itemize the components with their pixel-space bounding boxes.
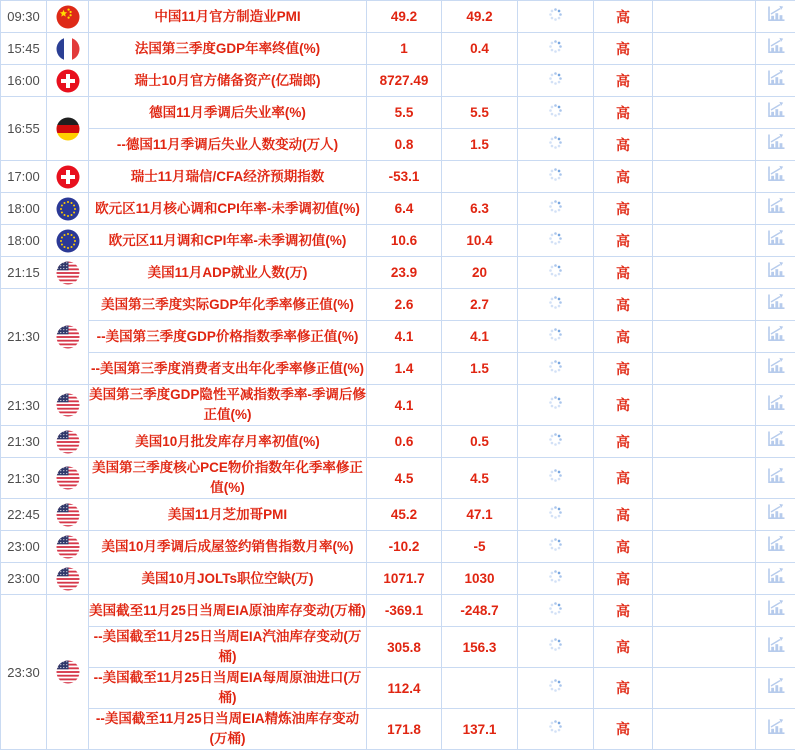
loading-spinner-icon	[548, 569, 563, 589]
chart-action-cell	[756, 33, 795, 65]
previous-value: 4.1	[367, 321, 442, 353]
previous-value: 6.4	[367, 193, 442, 225]
loading-spinner-icon	[548, 359, 563, 379]
effect-cell	[653, 1, 756, 33]
us-flag-icon	[56, 503, 80, 527]
event-time: 23:30	[1, 595, 47, 750]
event-name: --美国第三季度消费者支出年化季率修正值(%)	[89, 353, 367, 385]
importance-badge: 高	[594, 668, 653, 709]
effect-cell	[653, 627, 756, 668]
forecast-value	[442, 65, 518, 97]
event-time: 16:00	[1, 65, 47, 97]
actual-value-cell	[518, 531, 594, 563]
event-name: 美国10月批发库存月率初值(%)	[89, 426, 367, 458]
actual-value-cell	[518, 289, 594, 321]
importance-badge: 高	[594, 627, 653, 668]
importance-badge: 高	[594, 531, 653, 563]
us-flag-icon	[56, 660, 80, 684]
event-name: 瑞士10月官方储备资产(亿瑞郎)	[89, 65, 367, 97]
us-flag-icon	[56, 466, 80, 490]
chart-icon[interactable]	[765, 324, 786, 349]
actual-value-cell	[518, 225, 594, 257]
effect-cell	[653, 426, 756, 458]
loading-spinner-icon	[548, 231, 563, 251]
country-flag-cell	[47, 257, 89, 289]
actual-value-cell	[518, 97, 594, 129]
event-name: 美国10月JOLTs职位空缺(万)	[89, 563, 367, 595]
forecast-value	[442, 385, 518, 426]
country-flag-cell	[47, 531, 89, 563]
chart-icon[interactable]	[765, 635, 786, 660]
country-flag-cell	[47, 1, 89, 33]
country-flag-cell	[47, 385, 89, 426]
loading-spinner-icon	[548, 167, 563, 187]
event-name: 欧元区11月调和CPI年率-未季调初值(%)	[89, 225, 367, 257]
event-time: 23:00	[1, 563, 47, 595]
chart-action-cell	[756, 563, 795, 595]
event-name: --德国11月季调后失业人数变动(万人)	[89, 129, 367, 161]
chart-action-cell	[756, 257, 795, 289]
event-name: 欧元区11月核心调和CPI年率-未季调初值(%)	[89, 193, 367, 225]
importance-badge: 高	[594, 289, 653, 321]
chart-icon[interactable]	[765, 68, 786, 93]
chart-icon[interactable]	[765, 132, 786, 157]
effect-cell	[653, 289, 756, 321]
event-name: 中国11月官方制造业PMI	[89, 1, 367, 33]
calendar-row	[1, 321, 795, 353]
calendar-row	[1, 353, 795, 385]
chart-icon[interactable]	[765, 164, 786, 189]
actual-value-cell	[518, 65, 594, 97]
actual-value-cell	[518, 129, 594, 161]
importance-badge: 高	[594, 1, 653, 33]
event-name: 法国第三季度GDP年率终值(%)	[89, 33, 367, 65]
chart-icon[interactable]	[765, 356, 786, 381]
chart-action-cell	[756, 129, 795, 161]
forecast-value: 156.3	[442, 627, 518, 668]
chart-action-cell	[756, 321, 795, 353]
country-flag-cell	[47, 458, 89, 499]
calendar-row	[1, 385, 795, 426]
chart-action-cell	[756, 426, 795, 458]
effect-cell	[653, 33, 756, 65]
chart-action-cell	[756, 385, 795, 426]
forecast-value: 49.2	[442, 1, 518, 33]
forecast-value: 1.5	[442, 353, 518, 385]
chart-action-cell	[756, 499, 795, 531]
event-name: 美国第三季度核心PCE物价指数年化季率修正值(%)	[89, 458, 367, 499]
event-name: --美国第三季度GDP价格指数季率修正值(%)	[89, 321, 367, 353]
previous-value: 23.9	[367, 257, 442, 289]
effect-cell	[653, 668, 756, 709]
chart-icon[interactable]	[765, 534, 786, 559]
forecast-value: -5	[442, 531, 518, 563]
eu-flag-icon	[56, 229, 80, 253]
chart-action-cell	[756, 193, 795, 225]
previous-value: 0.8	[367, 129, 442, 161]
chart-icon[interactable]	[765, 466, 786, 491]
loading-spinner-icon	[548, 432, 563, 452]
event-time: 18:00	[1, 225, 47, 257]
effect-cell	[653, 97, 756, 129]
calendar-row	[1, 97, 795, 129]
china-flag-icon	[56, 5, 80, 29]
country-flag-cell	[47, 499, 89, 531]
event-time: 22:45	[1, 499, 47, 531]
calendar-row	[1, 563, 795, 595]
loading-spinner-icon	[548, 7, 563, 27]
event-name: 美国第三季度实际GDP年化季率修正值(%)	[89, 289, 367, 321]
forecast-value	[442, 668, 518, 709]
us-flag-icon	[56, 393, 80, 417]
event-time: 21:30	[1, 426, 47, 458]
previous-value: 10.6	[367, 225, 442, 257]
chart-action-cell	[756, 225, 795, 257]
chart-icon[interactable]	[765, 100, 786, 125]
effect-cell	[653, 257, 756, 289]
chart-icon[interactable]	[765, 676, 786, 701]
actual-value-cell	[518, 257, 594, 289]
loading-spinner-icon	[548, 295, 563, 315]
calendar-row	[1, 627, 795, 668]
actual-value-cell	[518, 627, 594, 668]
chart-icon[interactable]	[765, 36, 786, 61]
event-time: 17:00	[1, 161, 47, 193]
calendar-row	[1, 709, 795, 750]
calendar-row	[1, 1, 795, 33]
importance-badge: 高	[594, 225, 653, 257]
loading-spinner-icon	[548, 468, 563, 488]
country-flag-cell	[47, 193, 89, 225]
previous-value: 305.8	[367, 627, 442, 668]
chart-icon[interactable]	[765, 292, 786, 317]
previous-value: 4.1	[367, 385, 442, 426]
loading-spinner-icon	[548, 39, 563, 59]
us-flag-icon	[56, 261, 80, 285]
chart-action-cell	[756, 1, 795, 33]
switzerland-flag-icon	[56, 69, 80, 93]
forecast-value: 1030	[442, 563, 518, 595]
chart-icon[interactable]	[765, 429, 786, 454]
loading-spinner-icon	[548, 678, 563, 698]
chart-action-cell	[756, 97, 795, 129]
event-time: 21:30	[1, 385, 47, 426]
loading-spinner-icon	[548, 601, 563, 621]
chart-icon[interactable]	[765, 566, 786, 591]
importance-badge: 高	[594, 33, 653, 65]
us-flag-icon	[56, 430, 80, 454]
previous-value: 1071.7	[367, 563, 442, 595]
effect-cell	[653, 353, 756, 385]
chart-action-cell	[756, 353, 795, 385]
event-name: 德国11月季调后失业率(%)	[89, 97, 367, 129]
us-flag-icon	[56, 535, 80, 559]
effect-cell	[653, 595, 756, 627]
actual-value-cell	[518, 385, 594, 426]
actual-value-cell	[518, 426, 594, 458]
loading-spinner-icon	[548, 135, 563, 155]
calendar-row	[1, 65, 795, 97]
effect-cell	[653, 531, 756, 563]
previous-value: -53.1	[367, 161, 442, 193]
loading-spinner-icon	[548, 199, 563, 219]
chart-action-cell	[756, 289, 795, 321]
forecast-value: -248.7	[442, 595, 518, 627]
forecast-value: 20	[442, 257, 518, 289]
event-time: 16:55	[1, 97, 47, 161]
forecast-value: 0.4	[442, 33, 518, 65]
importance-badge: 高	[594, 129, 653, 161]
event-time: 21:15	[1, 257, 47, 289]
previous-value: 1	[367, 33, 442, 65]
effect-cell	[653, 499, 756, 531]
previous-value: 171.8	[367, 709, 442, 750]
actual-value-cell	[518, 1, 594, 33]
calendar-rows	[1, 1, 795, 750]
country-flag-cell	[47, 595, 89, 750]
us-flag-icon	[56, 325, 80, 349]
chart-action-cell	[756, 627, 795, 668]
forecast-value	[442, 161, 518, 193]
event-time: 21:30	[1, 289, 47, 385]
actual-value-cell	[518, 33, 594, 65]
calendar-row	[1, 257, 795, 289]
forecast-value: 4.1	[442, 321, 518, 353]
event-name: 瑞士11月瑞信/CFA经济预期指数	[89, 161, 367, 193]
loading-spinner-icon	[548, 537, 563, 557]
effect-cell	[653, 385, 756, 426]
previous-value: 5.5	[367, 97, 442, 129]
actual-value-cell	[518, 563, 594, 595]
country-flag-cell	[47, 563, 89, 595]
loading-spinner-icon	[548, 719, 563, 739]
country-flag-cell	[47, 289, 89, 385]
previous-value: -369.1	[367, 595, 442, 627]
actual-value-cell	[518, 668, 594, 709]
chart-action-cell	[756, 709, 795, 750]
loading-spinner-icon	[548, 71, 563, 91]
importance-badge: 高	[594, 65, 653, 97]
event-time: 09:30	[1, 1, 47, 33]
effect-cell	[653, 225, 756, 257]
country-flag-cell	[47, 161, 89, 193]
chart-icon[interactable]	[765, 260, 786, 285]
chart-icon[interactable]	[765, 717, 786, 742]
actual-value-cell	[518, 353, 594, 385]
importance-badge: 高	[594, 458, 653, 499]
importance-badge: 高	[594, 385, 653, 426]
calendar-row	[1, 289, 795, 321]
chart-action-cell	[756, 458, 795, 499]
previous-value: 0.6	[367, 426, 442, 458]
forecast-value: 6.3	[442, 193, 518, 225]
previous-value: 49.2	[367, 1, 442, 33]
calendar-row	[1, 426, 795, 458]
forecast-value: 0.5	[442, 426, 518, 458]
event-name: 美国截至11月25日当周EIA原油库存变动(万桶)	[89, 595, 367, 627]
country-flag-cell	[47, 225, 89, 257]
importance-badge: 高	[594, 321, 653, 353]
previous-value: 2.6	[367, 289, 442, 321]
actual-value-cell	[518, 595, 594, 627]
effect-cell	[653, 161, 756, 193]
calendar-row	[1, 193, 795, 225]
previous-value: 1.4	[367, 353, 442, 385]
event-name: 美国11月芝加哥PMI	[89, 499, 367, 531]
importance-badge: 高	[594, 257, 653, 289]
switzerland-flag-icon	[56, 165, 80, 189]
forecast-value: 4.5	[442, 458, 518, 499]
event-name: --美国截至11月25日当周EIA每周原油进口(万桶)	[89, 668, 367, 709]
loading-spinner-icon	[548, 637, 563, 657]
actual-value-cell	[518, 321, 594, 353]
chart-icon[interactable]	[765, 4, 786, 29]
event-time: 18:00	[1, 193, 47, 225]
event-time: 21:30	[1, 458, 47, 499]
forecast-value: 10.4	[442, 225, 518, 257]
actual-value-cell	[518, 161, 594, 193]
forecast-value: 47.1	[442, 499, 518, 531]
germany-flag-icon	[56, 117, 80, 141]
previous-value: 4.5	[367, 458, 442, 499]
effect-cell	[653, 709, 756, 750]
loading-spinner-icon	[548, 505, 563, 525]
forecast-value: 2.7	[442, 289, 518, 321]
chart-action-cell	[756, 161, 795, 193]
chart-icon[interactable]	[765, 196, 786, 221]
importance-badge: 高	[594, 595, 653, 627]
calendar-row	[1, 129, 795, 161]
importance-badge: 高	[594, 97, 653, 129]
loading-spinner-icon	[548, 263, 563, 283]
chart-icon[interactable]	[765, 598, 786, 623]
chart-icon[interactable]	[765, 393, 786, 418]
importance-badge: 高	[594, 161, 653, 193]
effect-cell	[653, 193, 756, 225]
effect-cell	[653, 129, 756, 161]
importance-badge: 高	[594, 499, 653, 531]
importance-badge: 高	[594, 563, 653, 595]
actual-value-cell	[518, 193, 594, 225]
effect-cell	[653, 321, 756, 353]
chart-action-cell	[756, 595, 795, 627]
previous-value: 45.2	[367, 499, 442, 531]
event-name: 美国10月季调后成屋签约销售指数月率(%)	[89, 531, 367, 563]
us-flag-icon	[56, 567, 80, 591]
chart-action-cell	[756, 668, 795, 709]
event-time: 15:45	[1, 33, 47, 65]
loading-spinner-icon	[548, 327, 563, 347]
previous-value: 8727.49	[367, 65, 442, 97]
country-flag-cell	[47, 33, 89, 65]
loading-spinner-icon	[548, 103, 563, 123]
loading-spinner-icon	[548, 395, 563, 415]
importance-badge: 高	[594, 426, 653, 458]
chart-action-cell	[756, 65, 795, 97]
actual-value-cell	[518, 709, 594, 750]
event-name: 美国第三季度GDP隐性平减指数季率-季调后修正值(%)	[89, 385, 367, 426]
event-name: --美国截至11月25日当周EIA精炼油库存变动(万桶)	[89, 709, 367, 750]
calendar-row	[1, 33, 795, 65]
country-flag-cell	[47, 65, 89, 97]
country-flag-cell	[47, 426, 89, 458]
previous-value: 112.4	[367, 668, 442, 709]
forecast-value: 5.5	[442, 97, 518, 129]
calendar-row	[1, 161, 795, 193]
chart-icon[interactable]	[765, 502, 786, 527]
actual-value-cell	[518, 499, 594, 531]
eu-flag-icon	[56, 197, 80, 221]
forecast-value: 1.5	[442, 129, 518, 161]
calendar-row	[1, 595, 795, 627]
calendar-row	[1, 458, 795, 499]
calendar-row	[1, 668, 795, 709]
event-time: 23:00	[1, 531, 47, 563]
effect-cell	[653, 65, 756, 97]
actual-value-cell	[518, 458, 594, 499]
importance-badge: 高	[594, 193, 653, 225]
chart-icon[interactable]	[765, 228, 786, 253]
calendar-row	[1, 531, 795, 563]
effect-cell	[653, 458, 756, 499]
calendar-row	[1, 225, 795, 257]
chart-action-cell	[756, 531, 795, 563]
event-name: 美国11月ADP就业人数(万)	[89, 257, 367, 289]
forecast-value: 137.1	[442, 709, 518, 750]
effect-cell	[653, 563, 756, 595]
calendar-row	[1, 499, 795, 531]
importance-badge: 高	[594, 353, 653, 385]
importance-badge: 高	[594, 709, 653, 750]
event-name: --美国截至11月25日当周EIA汽油库存变动(万桶)	[89, 627, 367, 668]
country-flag-cell	[47, 97, 89, 161]
previous-value: -10.2	[367, 531, 442, 563]
france-flag-icon	[56, 37, 80, 61]
